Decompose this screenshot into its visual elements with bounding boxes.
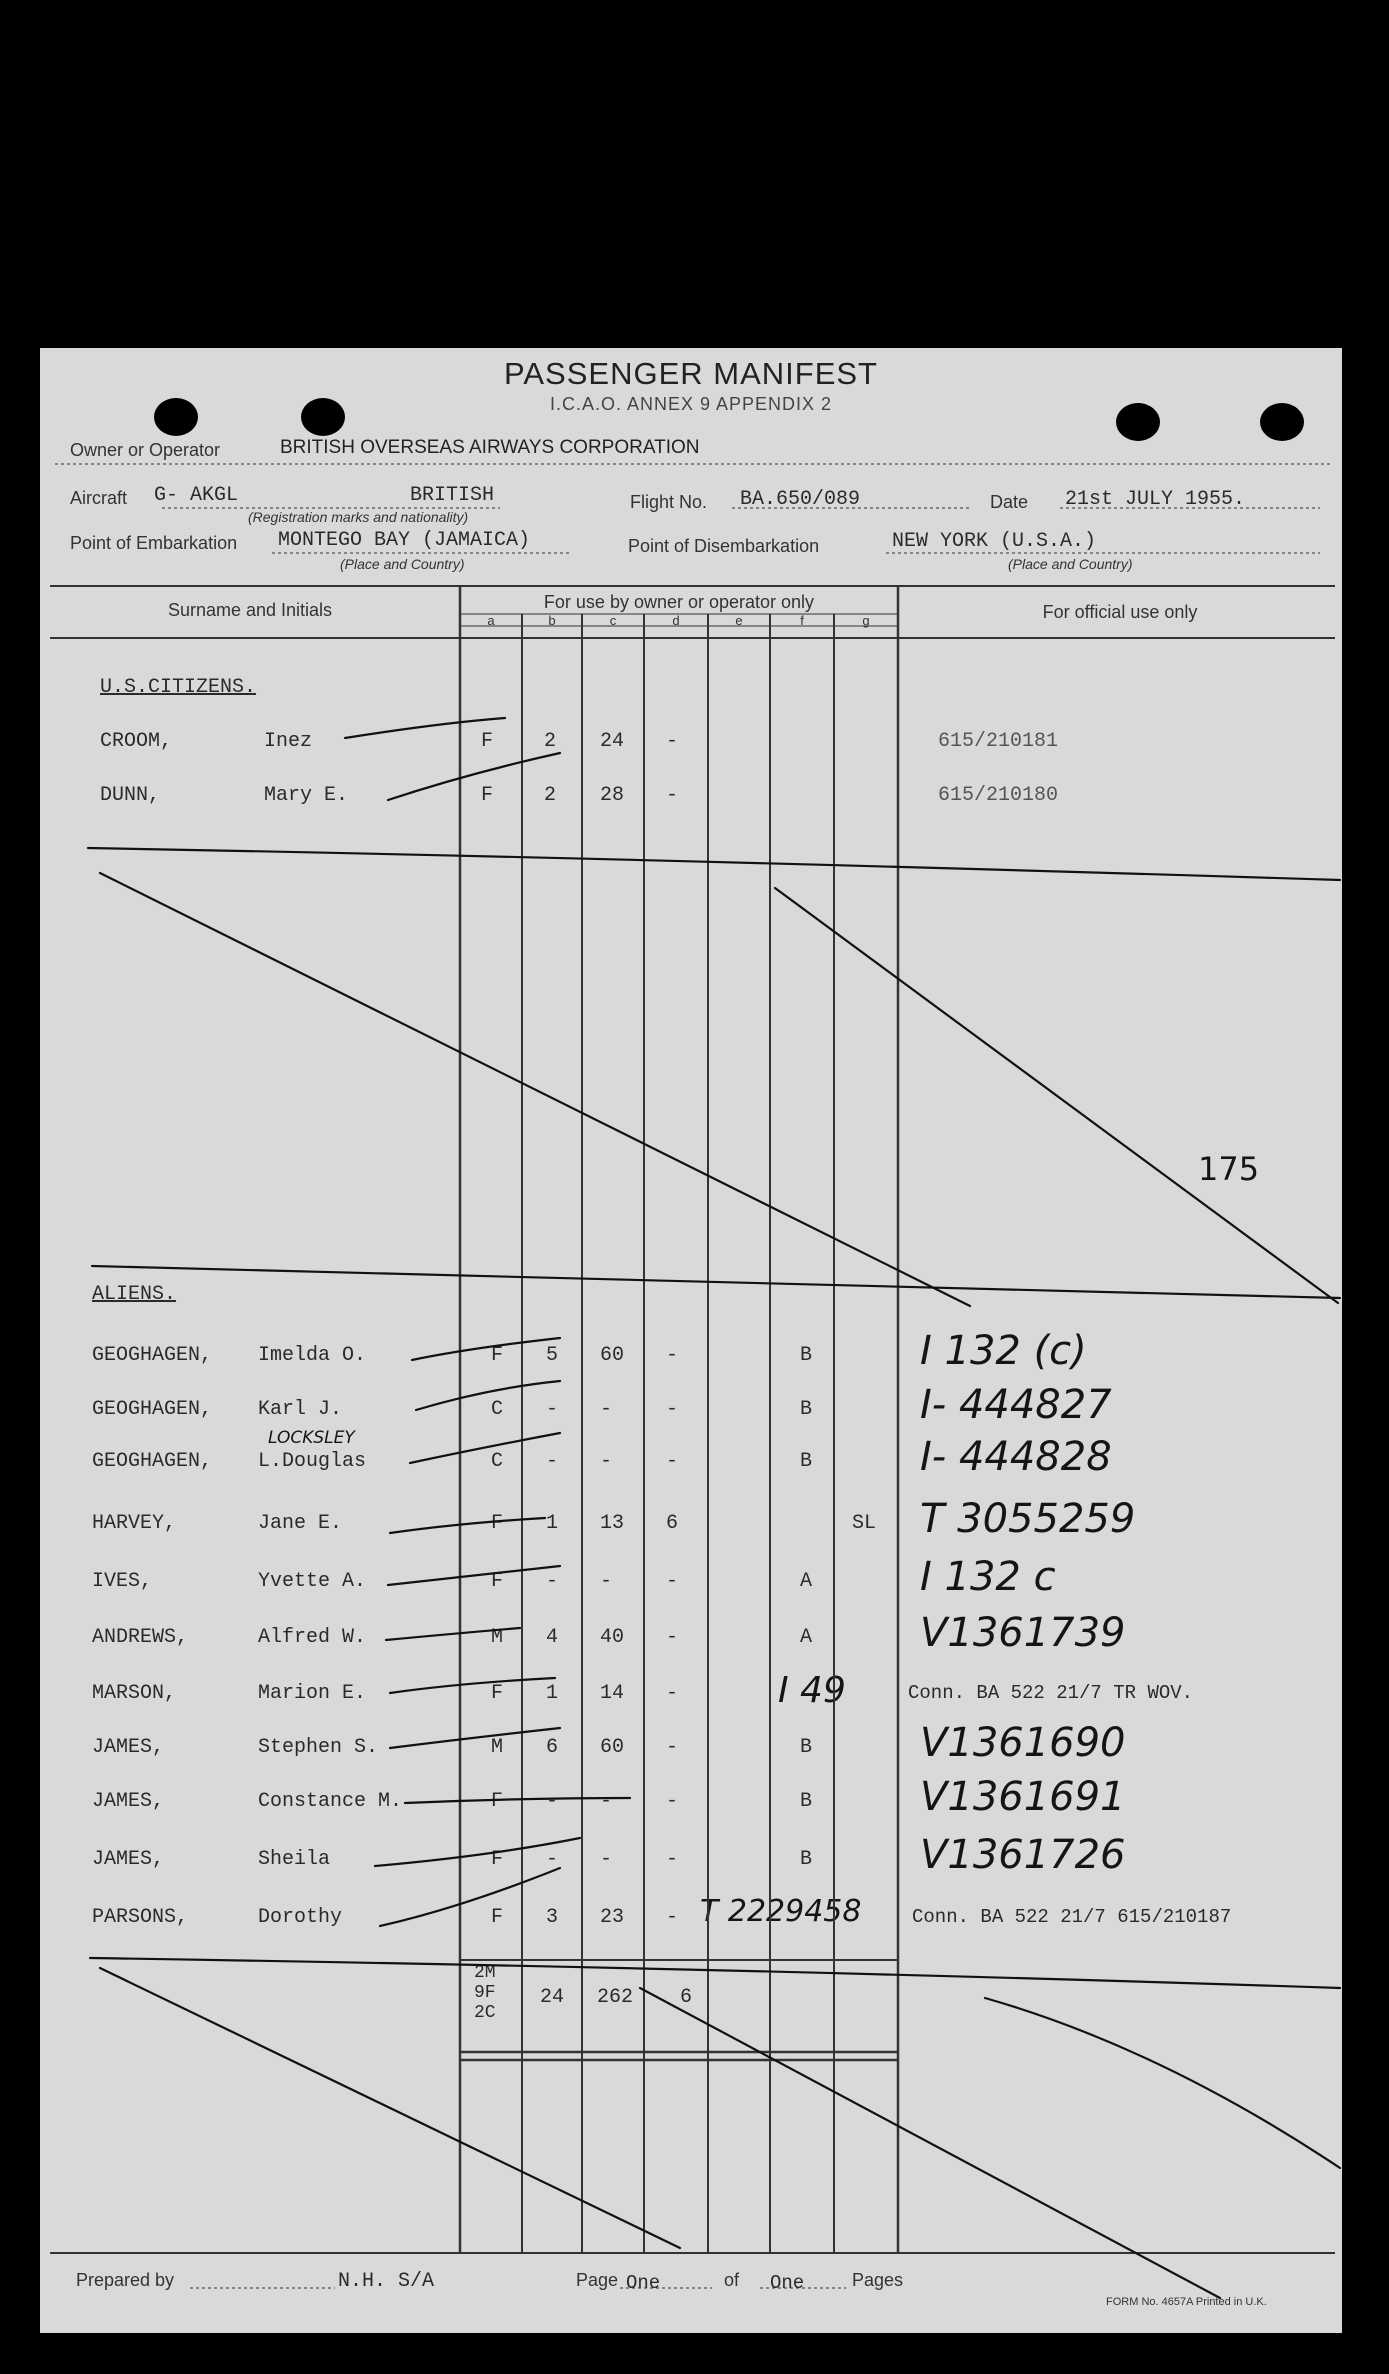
flight-value: BA.650/089: [740, 488, 861, 511]
prepared-label: Prepared by: [76, 2270, 175, 2290]
passenger-given-name: Karl J.: [258, 1398, 343, 1421]
aircraft-label: Aircraft: [70, 488, 128, 508]
place-note-disembark: (Place and Country): [1008, 556, 1133, 572]
manifest-lines: [40, 348, 1342, 2333]
cell-f: B: [800, 1848, 813, 1871]
cell-b: -: [546, 1450, 559, 1473]
cell-b: -: [546, 1570, 559, 1593]
cell-d: 6: [666, 1512, 679, 1535]
passenger-given-name: Alfred W.: [258, 1626, 367, 1649]
embark-label: Point of Embarkation: [70, 533, 238, 553]
cell-c: 23: [600, 1906, 625, 1929]
aircraft-value: G- AKGL: [154, 484, 239, 507]
official-number: V1361691: [920, 1774, 1126, 1820]
cell-d: -: [666, 1626, 679, 1649]
subcolumn-letter: d: [672, 613, 680, 628]
passenger-surname: DUNN,: [100, 784, 161, 807]
passenger-surname: GEOGHAGEN,: [92, 1450, 213, 1473]
cell-a: F: [481, 784, 494, 807]
page-label: Page: [576, 2270, 619, 2290]
passenger-given-name: Stephen S.: [258, 1736, 379, 1759]
cell-a: F: [491, 1790, 504, 1813]
passenger-surname: GEOGHAGEN,: [92, 1398, 213, 1421]
cell-f: B: [800, 1398, 813, 1421]
col-owner-header: For use by owner or operator only: [543, 592, 815, 612]
passenger-given-name: Sheila: [258, 1848, 331, 1871]
col-surname-header: Surname and Initials: [167, 600, 333, 620]
cell-f: B: [800, 1450, 813, 1473]
passenger-given-name: Marion E.: [258, 1682, 367, 1705]
cell-b: -: [546, 1848, 559, 1871]
total-c: 262: [597, 1986, 634, 2009]
cell-b: 3: [546, 1906, 559, 1929]
page-value: One: [626, 2272, 661, 2294]
cell-a: F: [491, 1848, 504, 1871]
cell-f: A: [800, 1626, 813, 1649]
passenger-surname: HARVEY,: [92, 1512, 177, 1535]
pages-label: Pages: [852, 2270, 904, 2290]
nationality-value: BRITISH: [410, 484, 495, 507]
cell-b: -: [546, 1790, 559, 1813]
cell-f: I 49: [778, 1670, 846, 1711]
place-note-embark: (Place and Country): [340, 556, 465, 572]
passenger-given-name: Dorothy: [258, 1906, 343, 1929]
cell-d: -: [666, 1570, 679, 1593]
cell-c: 14: [600, 1682, 625, 1705]
passenger-given-name: Yvette A.: [258, 1570, 367, 1593]
subcolumn-letter: g: [862, 613, 870, 628]
official-number: V1361726: [920, 1832, 1126, 1878]
official-number: I- 444827: [920, 1382, 1112, 1428]
official-number: I- 444828: [920, 1434, 1112, 1480]
cell-b: 4: [546, 1626, 559, 1649]
page-subtitle: I.C.A.O. ANNEX 9 APPENDIX 2: [549, 394, 833, 414]
cell-b: -: [546, 1398, 559, 1421]
disembark-value: NEW YORK (U.S.A.): [892, 530, 1097, 553]
aliens-title: ALIENS.: [92, 1283, 177, 1306]
cell-d: -: [666, 1682, 679, 1705]
cell-c: 60: [600, 1344, 625, 1367]
cell-d: -: [666, 1736, 679, 1759]
cell-c: 40: [600, 1626, 625, 1649]
total-b: 24: [540, 1986, 565, 2009]
cell-d: -: [666, 1790, 679, 1813]
prepared-value: N.H. S/A: [338, 2270, 435, 2293]
cell-d: -: [666, 1398, 679, 1421]
form-number: FORM No. 4657A Printed in U.K.: [1106, 2296, 1267, 2308]
owner-label: Owner or Operator: [70, 440, 221, 460]
manifest-sheet: [40, 348, 1342, 2333]
passenger-surname: JAMES,: [92, 1848, 165, 1871]
owner-value: BRITISH OVERSEAS AIRWAYS CORPORATION: [280, 437, 700, 458]
cell-c: 60: [600, 1736, 625, 1759]
total-a: 2M 9F 2C: [474, 1963, 496, 2023]
passenger-surname: ANDREWS,: [92, 1626, 189, 1649]
us-citizens-title: U.S.CITIZENS.: [100, 676, 257, 699]
cell-c: 13: [600, 1512, 625, 1535]
col-official-header: For official use only: [1042, 602, 1198, 622]
registration-note: (Registration marks and nationality): [248, 509, 469, 525]
cell-f: B: [800, 1790, 813, 1813]
cell-a: F: [491, 1344, 504, 1367]
passenger-surname: MARSON,: [92, 1682, 177, 1705]
of-label: of: [724, 2270, 740, 2290]
subcolumn-letter: e: [735, 613, 743, 628]
passenger-surname: GEOGHAGEN,: [92, 1344, 213, 1367]
cell-d: -: [666, 730, 679, 753]
passenger-given-name: Constance M.: [258, 1790, 403, 1813]
cell-d: -: [666, 1906, 679, 1929]
cell-d: -: [666, 1344, 679, 1367]
page-title: PASSENGER MANIFEST: [504, 356, 878, 391]
subcolumn-letter: b: [548, 613, 556, 628]
of-value: One: [770, 2272, 805, 2294]
official-number: V1361739: [920, 1610, 1126, 1656]
official-number: T 3055259: [920, 1496, 1136, 1542]
cell-a: C: [491, 1450, 504, 1473]
cell-d: -: [666, 784, 679, 807]
official-number: 615/210180: [938, 784, 1059, 807]
cell-a: C: [491, 1398, 504, 1421]
cell-c: -: [600, 1450, 613, 1473]
official-number: I 132 c: [920, 1554, 1056, 1600]
date-value: 21st JULY 1955.: [1065, 488, 1246, 511]
cell-f: B: [800, 1344, 813, 1367]
passenger-surname: PARSONS,: [92, 1906, 189, 1929]
official-number: Conn. BA 522 21/7 TR WOV.: [908, 1682, 1194, 1704]
date-label: Date: [990, 492, 1029, 512]
passenger-given-name: L.Douglas: [258, 1450, 367, 1473]
passenger-given-name: Jane E.: [258, 1512, 343, 1535]
cell-f: B: [800, 1736, 813, 1759]
passenger-surname: JAMES,: [92, 1790, 165, 1813]
official-number: 615/210181: [938, 730, 1059, 753]
passenger-surname: IVES,: [92, 1570, 153, 1593]
cell-f: SL: [852, 1512, 877, 1535]
cell-f: A: [800, 1570, 813, 1593]
cell-d: -: [666, 1450, 679, 1473]
cell-b: 2: [544, 730, 557, 753]
cell-b: 2: [544, 784, 557, 807]
embark-value: MONTEGO BAY (JAMAICA): [278, 529, 531, 552]
subcolumn-letter: c: [609, 613, 617, 628]
official-number: I 132 (c): [920, 1328, 1087, 1374]
passenger-given-name: Mary E.: [264, 784, 349, 807]
disembark-label: Point of Disembarkation: [628, 536, 820, 556]
passenger-surname: CROOM,: [100, 730, 173, 753]
cell-a: F: [481, 730, 494, 753]
cell-b: 6: [546, 1736, 559, 1759]
cell-f: T 2229458: [700, 1894, 862, 1929]
cell-c: -: [600, 1570, 613, 1593]
cell-c: 28: [600, 784, 625, 807]
passenger-given-name: Inez: [264, 730, 313, 753]
cell-c: -: [600, 1398, 613, 1421]
page-number-handwritten: 175: [1198, 1150, 1260, 1188]
flight-label: Flight No.: [630, 492, 708, 512]
subcolumn-letter: f: [800, 613, 804, 628]
official-number: V1361690: [920, 1720, 1126, 1766]
total-d: 6: [680, 1986, 693, 2009]
cell-a: F: [491, 1682, 504, 1705]
cell-b: 1: [546, 1682, 559, 1705]
cell-c: -: [600, 1790, 613, 1813]
passenger-surname: JAMES,: [92, 1736, 165, 1759]
cell-d: -: [666, 1848, 679, 1871]
passenger-given-name: Imelda O.: [258, 1344, 367, 1367]
cell-b: 1: [546, 1512, 559, 1535]
subcolumn-letter: a: [487, 613, 495, 628]
cell-a: F: [491, 1512, 504, 1535]
cell-a: F: [491, 1906, 504, 1929]
handwritten-note: LOCKSLEY: [268, 1428, 355, 1448]
cell-a: M: [491, 1736, 504, 1759]
cell-a: F: [491, 1570, 504, 1593]
cell-a: M: [491, 1626, 504, 1649]
cell-b: 5: [546, 1344, 559, 1367]
cell-c: 24: [600, 730, 625, 753]
official-number: Conn. BA 522 21/7 615/210187: [912, 1906, 1232, 1928]
cell-c: -: [600, 1848, 613, 1871]
